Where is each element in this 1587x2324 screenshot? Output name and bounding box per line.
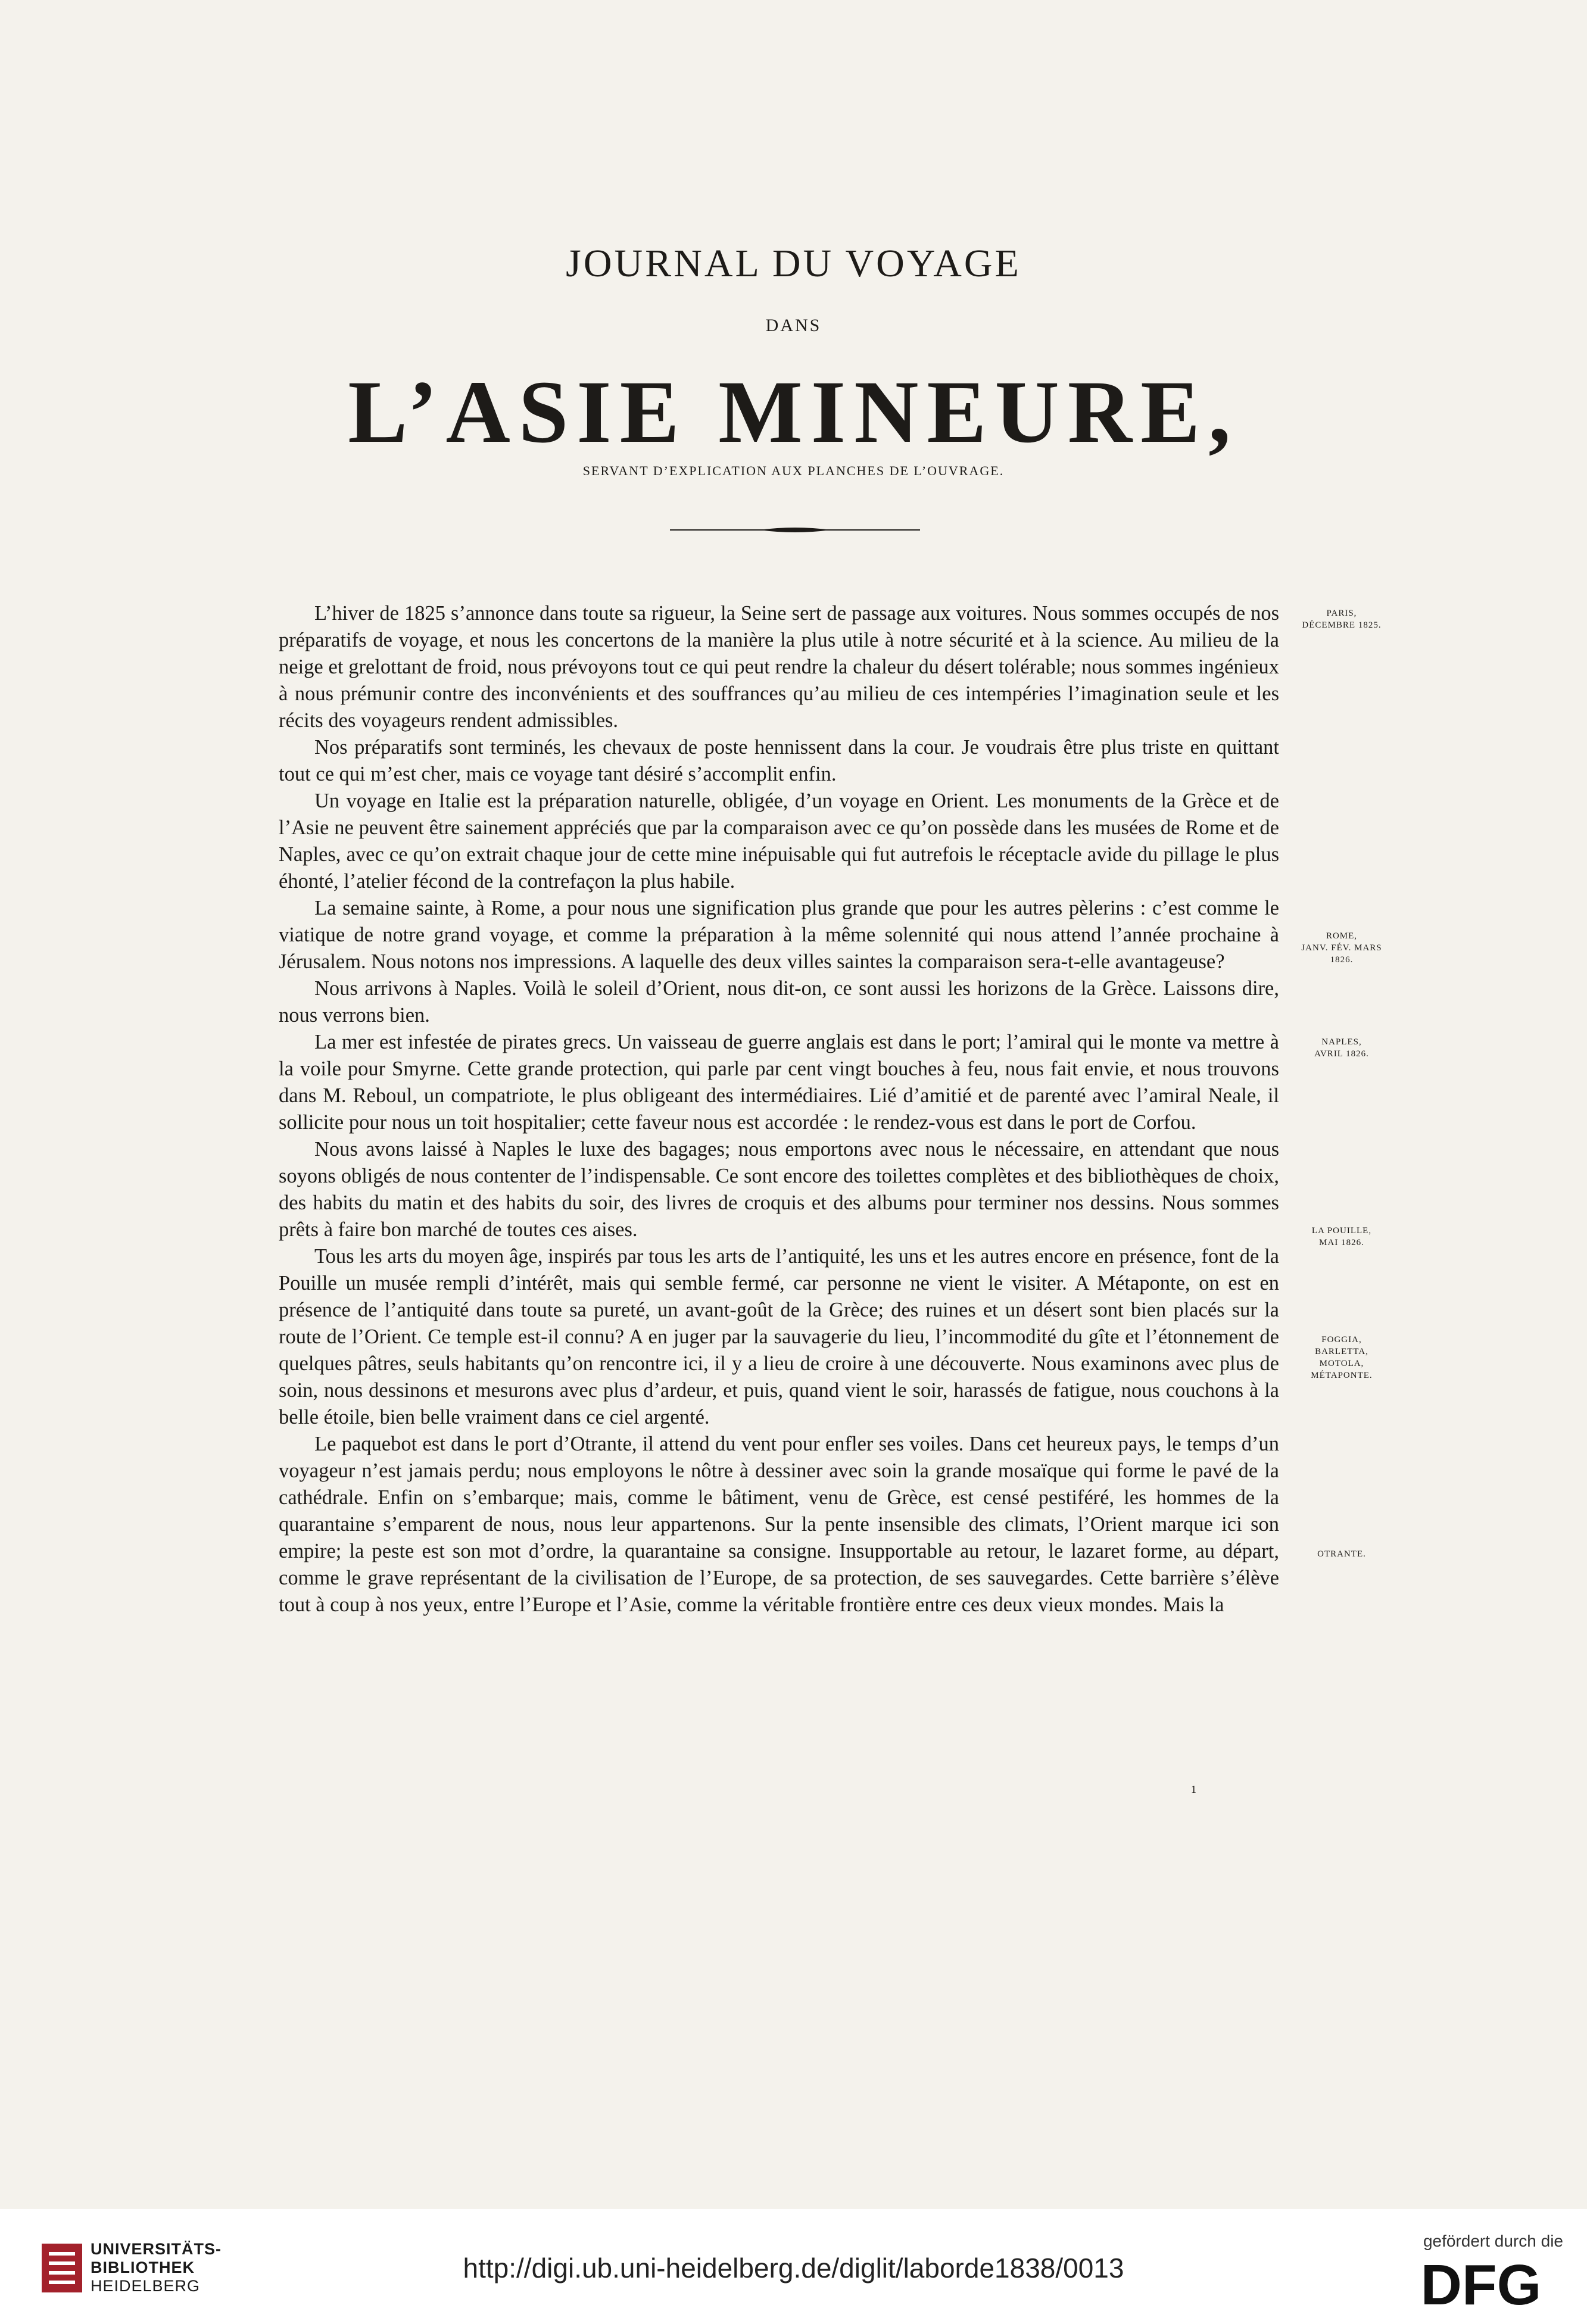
funded-by-label: gefördert durch die	[1423, 2232, 1563, 2250]
margin-note-naples: NAPLES, AVRIL 1826.	[1314, 1037, 1369, 1059]
paragraph: La semaine sainte, à Rome, a pour nous une signification plus grande que pour les autres pèlerins : c’est comme le viatique de notre grand voyage, et comme la préparation à la même solennité qui nous attend l’année prochaine à Jérusalem. Nous notons nos impressions. A laquelle des deux villes saintes la comparaison sera-t-elle avantageuse?	[279, 897, 1279, 973]
paragraph: L’hiver de 1825 s’annonce dans toute sa rigueur, la Seine sert de passage aux voitures. Nous sommes occupés de nos préparatifs de voyage, et nous les concertons de la manière la plus utile à notre sécurité et à la science. Au milieu de la neige et grelottant de froid, nous prévoyons tout ce qui peut rendre la chaleur du désert tolérable; nous sommes ingénieux à nous prémunir contre des inconvénients et des souffrances qu’au milieu de ces intempéries l’imagination seule et les récits des voyageurs rendent admissibles.	[279, 602, 1279, 732]
footer-bar	[0, 2209, 1587, 2324]
paragraph: Nous arrivons à Naples. Voilà le soleil d’Orient, nous dit-on, ce sont aussi les horizons de la Grèce. Laissons dire, nous verrons bien.	[279, 977, 1279, 1027]
svg-text:DFG: DFG	[1420, 2257, 1542, 2310]
margin-note-paris: PARIS, DÉCEMBRE 1825.	[1302, 609, 1382, 630]
margin-note-otrante: OTRANTE.	[1317, 1549, 1366, 1559]
title-main: L’ASIE MINEURE,	[348, 363, 1239, 461]
body-text	[279, 600, 1279, 1618]
paragraph: La mer est infestée de pirates grecs. Un vaisseau de guerre anglais est dans le port; l’amiral qui le monte va mettre à la voile pour Smyrne. Cette grande protection, qui parle par cent vingt bouches à feu, nous fait envie, et nous trouvons dans M. Reboul, un compatriote, le plus obligeant des intermédiaires. Lié d’amitié et de parenté avec l’amiral Neale, il sollicite pour nous un toit hospitalier; cette faveur nous est accordée : le rendez-vous est dans le port de Corfou.	[279, 1031, 1279, 1134]
margin-note-metaponte: FOGGIA, BARLETTA, MOTOLA, MÉTAPONTE.	[1311, 1335, 1373, 1380]
library-name: UNIVERSITÄTS- BIBLIOTHEK HEIDELBERG	[91, 2240, 222, 2295]
page-number: 1	[1191, 1783, 1196, 1795]
subtitle: SERVANT D’EXPLICATION AUX PLANCHES DE L’OUVRAGE.	[582, 463, 1005, 478]
margin-note-pouille: LA POUILLE, MAI 1826.	[1311, 1226, 1372, 1247]
dfg-logo	[1404, 2257, 1558, 2310]
title-line-2: DANS	[765, 316, 822, 335]
margin-note-rome: ROME, JANV. FÉV. MARS 1826.	[1301, 931, 1382, 965]
source-url-link[interactable]: http://digi.ub.uni-heidelberg.de/diglit/laborde1838/0013	[463, 2253, 1124, 2284]
title-line-1: JOURNAL DU VOYAGE	[566, 242, 1021, 285]
paragraph: Tous les arts du moyen âge, inspirés par tous les arts de l’antiquité, les uns et les autres encore en présence, font de la Pouille un musée rempli d’intérêt, mais qui semble fermé, car personne ne vient le visiter. A Métaponte, on est en présence de l’antiquité dans toute sa pureté, un avant-goût de la Grèce; des ruines et un désert sont bien placés sur la route de l’Orient. Ce temple est-il connu? A en juger par la sauvagerie du lieu, l’incommodité du gîte et l’étonnement de quelques pâtres, seuls habitants qu’on rencontre ici, il y a lieu de croire à une découverte. Nous examinons avec plus de soin, nous dessinons et mesurons avec plus d’ardeur, et puis, quand vient le soir, harassés de fatigue, nous couchons à la belle étoile, bien belle vraiment dans ce ciel argenté.	[279, 1245, 1279, 1428]
paragraph: Nos préparatifs sont terminés, les chevaux de poste hennissent dans la cour. Je voudrais être plus triste en quittant tout ce qui m’est cher, mais ce voyage tant désiré s’accomplit enfin.	[279, 736, 1279, 785]
paragraph: Le paquebot est dans le port d’Otrante, il attend du vent pour enfler ses voiles. Dans cet heureux pays, le temps d’un voyageur n’est jamais perdu; nous employons le nôtre à dessiner avec soin la grande mosaïque qui forme le pavé de la cathédrale. Enfin on s’embarque; mais, comme le bâtiment, venu de Grèce, est censé pestiféré, les hommes de la quarantaine s’emparent de nous, nous leur appartenons. Sur la pente insensible des climats, l’Orient marque ici son empire; la peste est son mot d’ordre, la quarantaine sa consigne. Insupportable au retour, le lazaret forme, au départ, comme le grave représentant de la civilisation de l’Europe, de sa protection, de ses sauvegardes. Cette barrière s’élève tout à coup à nos yeux, entre l’Europe et l’Asie, comme la véritable frontière entre ces deux vieux mondes. Mais la	[279, 1433, 1279, 1616]
ornament-rule	[670, 525, 920, 535]
paragraph: Nous avons laissé à Naples le luxe des bagages; nous emportons avec nous le nécessaire, en attendant que nous soyons obligés de nous contenter de l’indispensable. Ce sont encore des toilettes complètes et des bibliothèques de choix, des habits du matin et des habits du soir, des livres de croquis et des albums pour terminer nos dessins. Nous sommes prêts à faire bon marché de toutes ces aises.	[279, 1138, 1279, 1241]
paragraph: Un voyage en Italie est la préparation naturelle, obligée, d’un voyage en Orient. Les monuments de la Grèce et de l’Asie ne peuvent être sainement appréciés que par la comparaison avec ce qu’on possède dans les musées de Rome et de Naples, avec ce qu’on extrait chaque jour de cette mine inépuisable qui fut autrefois le réceptacle avide du pillage le plus éhonté, l’atelier fécond de la contrefaçon la plus habile.	[279, 790, 1279, 893]
